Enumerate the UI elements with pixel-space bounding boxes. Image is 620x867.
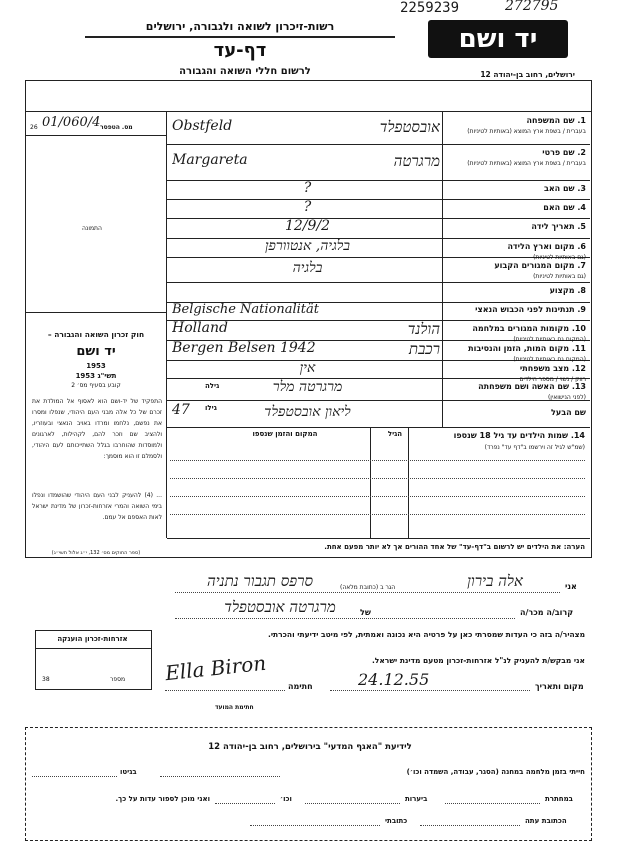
field-number: 12. — [571, 364, 586, 373]
child-row-1 — [170, 460, 585, 461]
law-title: חוק זכרון השואה והגבורה – — [47, 330, 145, 339]
field-number: 1. — [577, 116, 586, 125]
note-title: הערה: — [563, 543, 585, 551]
top-strip — [25, 111, 592, 112]
footer-line-3-blank-1 — [420, 825, 520, 826]
field-row-rule — [167, 144, 590, 145]
law-clause: קובע בסעיף מס׳ 2 — [71, 382, 121, 389]
field-value: Holland — [172, 320, 228, 336]
children-col-age: הגיל — [387, 430, 403, 438]
field-number: 4. — [577, 202, 586, 212]
field-label — [446, 116, 586, 125]
field-value: Margareta — [172, 152, 248, 168]
declarant-prefix: אני — [565, 582, 577, 591]
field-title: מקום המגורים הקבוע — [494, 261, 575, 270]
form-title: דף-עד — [213, 40, 267, 61]
field-label — [446, 344, 586, 353]
field-value: 12/9/2 — [284, 218, 331, 234]
stamp-number-label: מספר — [110, 676, 126, 683]
photo-bottom-rule — [25, 312, 167, 313]
field-sublabel: בעברית / בשפת ארץ המוצא (באותיות לטיניות) — [467, 128, 586, 135]
field-value: מרגרטה מלר — [272, 379, 343, 395]
field-sublabel: רווק / נשוי / מספר הילדים — [519, 376, 586, 383]
signature: Ella Biron — [164, 650, 268, 686]
footer-line-3-end: כתובתי — [385, 817, 408, 825]
children-col-divider-2 — [408, 428, 409, 538]
field-title: שם המשפחה — [526, 116, 575, 125]
field-value: ? — [303, 199, 312, 215]
field-value: Belgische Nationalität — [172, 302, 320, 317]
collector-label: חתימת המועד — [215, 704, 254, 711]
field-value: Obstfeld — [172, 118, 233, 134]
law-text: התפקיד של יד-ושם הוא לאסוף אל המולדת את זכרם של כל אלה מבני העם היהודי, שנפלו ומסרו את נפשם, נלחמו ומרדו באויב הנאצי ובעוזריו, ולהציב שם וזכר להם, לקהילות, לארגונים ולמוסדות שהוחרבו בגלל השתייכותם לעם היהודי, ולסמלם זו הוא מוסמך: — [32, 398, 162, 460]
stamp-number: 38 — [42, 676, 50, 683]
footer-line-1-blank-2 — [32, 776, 117, 777]
field-value: מרגרטה — [393, 152, 440, 170]
field-age-label: גילו — [205, 404, 217, 412]
law-footer: (ספר החוקים מס׳ 132, י״ג אלול תשי״ג) — [51, 550, 141, 556]
field-sublabel: (גם באותיות לטיניות) — [533, 254, 586, 261]
field-label — [446, 382, 586, 391]
field-number: 7. — [577, 261, 586, 270]
field-sublabel: (המקום גם באותיות לטיניות) — [513, 336, 586, 343]
relation-label: קרוב/ה מכר/ה — [520, 608, 574, 617]
field-row-rule — [167, 282, 590, 283]
field-label — [446, 324, 586, 333]
place-date-label: מקום ותאריך — [535, 682, 584, 691]
children-num: 14. — [570, 431, 585, 440]
footer-line-2-start: במחתרת — [545, 795, 573, 803]
field-number: 13. — [571, 382, 586, 391]
field-sublabel: (המקום גם באותיות לטיניות) — [513, 356, 586, 363]
stamp-rule — [35, 648, 152, 649]
record-rule — [25, 135, 167, 136]
field-number: 9. — [577, 305, 586, 314]
child-row-4 — [170, 514, 585, 515]
footer-line-3-blank-2 — [250, 825, 380, 826]
field-number: 3. — [577, 183, 586, 193]
footer-line-2-mid: ביערות — [405, 795, 428, 803]
declarant-line-2 — [175, 618, 515, 619]
relation-value: מרגרטה אובסטפלד — [224, 598, 336, 616]
left-panel-divider — [166, 111, 167, 538]
field-label — [446, 184, 586, 193]
stamp-title: אזרחות-זכרון הוענקה — [57, 635, 128, 643]
field-number: 8. — [577, 286, 586, 295]
children-top-rule — [167, 427, 590, 428]
handwritten-reference: 272795 — [505, 0, 559, 14]
declarant-line-1 — [175, 592, 560, 593]
children-title: שמות הילדים עד גיל 18 שנספו — [453, 431, 569, 440]
field-value: בלגיה — [292, 259, 323, 276]
field-sublabel: (לפני הנישואין) — [547, 394, 586, 401]
field-label — [446, 242, 586, 251]
photo-label: התמונה — [82, 225, 102, 232]
field-title: מקומות המגורים במלחמה — [472, 324, 570, 333]
child-row-2 — [170, 478, 585, 479]
declarant-name: אלה בירון — [467, 572, 523, 590]
signature-label: חתימה — [288, 682, 313, 691]
law-date: תשי"ג 1953 — [75, 372, 117, 380]
field-value: ? — [303, 180, 312, 196]
footer-line-1-blank — [160, 776, 280, 777]
footer-title: לידיעת "האגף המדעי" בירושלים, רחוב בן-יהודה 12 — [208, 742, 412, 752]
child-row-3 — [170, 496, 585, 497]
field-label — [446, 261, 586, 270]
field-label — [446, 148, 586, 157]
signature-line — [165, 690, 285, 691]
field-label — [446, 203, 586, 212]
record-number-suffix: 26 — [30, 124, 38, 131]
record-number-label: מס. הטפסר — [100, 124, 133, 131]
field-label — [446, 305, 586, 314]
children-bottom-rule — [167, 538, 590, 539]
yad-vashem-logo — [428, 20, 568, 58]
footer-line-2-mid2: וכו׳ — [280, 795, 292, 803]
field-value: הולנד — [407, 320, 440, 338]
form-subtitle: לרשום חללי השואה והגבורה — [179, 66, 311, 77]
field-title: מקום המות, הזמן והנסיבות — [468, 344, 570, 353]
children-col-place: המקום והזמן שנספו — [252, 430, 318, 438]
note-line — [240, 543, 585, 551]
date-value: 24.12.55 — [358, 670, 430, 689]
field-label — [446, 408, 586, 417]
law-name: יד ושם — [76, 344, 116, 359]
field-number: 5. — [577, 222, 586, 231]
footer-line-2-blank-2 — [305, 803, 400, 804]
footer-line-2-blank-1 — [445, 803, 540, 804]
serial-number: 2259239 — [400, 0, 460, 16]
field-title: תנתינות לפני הכבוש הנאצי — [475, 305, 575, 314]
field-value: Bergen Belsen 1942 — [172, 340, 316, 356]
children-sub: (שמ"ש לגיל זה וירשמו ב"דף עד" נפרד) — [484, 444, 585, 451]
field-number: 2. — [577, 148, 586, 157]
field-title: תאריך לידה — [531, 222, 575, 231]
field-value: בלגיה, אנטוורפן — [264, 238, 351, 254]
relation-of: של — [360, 608, 371, 617]
field-label — [446, 286, 586, 295]
header-address: ירושלים, רחוב בן-יהודה 12 — [480, 70, 575, 79]
label-column-divider — [442, 111, 443, 427]
field-age-label: גילה — [205, 382, 220, 390]
footer-line-1-end: בגיטו — [120, 768, 137, 776]
field-age-value: 47 — [172, 402, 190, 418]
logo-text: יד ושם — [458, 24, 538, 54]
field-label — [446, 222, 586, 231]
field-title: שם האם — [543, 202, 575, 212]
field-title: שם האב — [543, 183, 575, 193]
field-title: שם הבעל — [551, 407, 586, 417]
header-rule — [85, 36, 395, 38]
children-col-divider-1 — [370, 428, 371, 538]
declarant-address: סרפס תגבור נתניה — [207, 572, 313, 590]
authority-title: רשות-זיכרון לשואה ולגבורה, ירושלים — [145, 20, 335, 33]
field-title: מקום וארץ הלידה — [507, 242, 575, 251]
date-line — [330, 690, 530, 691]
field-label — [446, 364, 586, 373]
field-value: אובסטפלד — [379, 118, 440, 136]
field-title: שם האשה ושם משפחתה — [478, 382, 570, 391]
field-number: 6. — [577, 242, 586, 251]
record-number-value: 01/060/4 — [42, 115, 101, 130]
law-clause-4: ... (4) להעניק לבני העם היהודי שהושמדו ונפלו בימי השואה והמרי אזרחות-זכרון של מדינת ישראל לאות האספם אל עמם. — [32, 492, 162, 521]
field-number: 11. — [571, 344, 586, 353]
field-sublabel: בעברית / בשפת ארץ המוצא (באותיות לטיניות) — [467, 160, 586, 167]
footer-line-1: חייתי בזמן מלחמה במחנה (הסגר, עבודה, השמדה וכו׳) — [406, 768, 585, 776]
footer-line-2-blank-3 — [215, 803, 275, 804]
field-title: מצב משפחתי — [519, 364, 570, 373]
field-sublabel: (גם באותיות לטיניות) — [533, 273, 586, 280]
field-title: שם פרטי — [542, 148, 575, 157]
request-text: אני מבקש/ת להעניק לנ"ל אזרחות-זכרון מטעם מדינת ישראל. — [371, 656, 585, 665]
note-text: את הילדים יש לרשום ב"דף-עד" של אחד ההורים אך לא יותר מפעם אחת. — [324, 543, 562, 551]
field-title: מקצוע — [549, 286, 575, 295]
declarant-resides-label: הגר ב (כתובת מלאה) — [340, 584, 396, 591]
children-label — [420, 431, 585, 440]
field-value: אין — [299, 360, 316, 376]
field-value: ליאון אובסטפלד — [264, 403, 351, 420]
footer-line-2-end: ואני מוכן לספור עדות על כך. — [115, 795, 210, 803]
field-number: 10. — [571, 324, 586, 333]
field-value: רכבת — [408, 340, 440, 358]
law-year: 1953 — [86, 362, 106, 370]
declaration-text: מצהיר/ה בזה כי העדות שמסרתי כאן על פרטיה היא נכונה ואמתית, לפי מיטב ידיעתי והכרתי. — [267, 630, 585, 639]
footer-line-3-start: הכתובת עתה — [525, 817, 567, 825]
